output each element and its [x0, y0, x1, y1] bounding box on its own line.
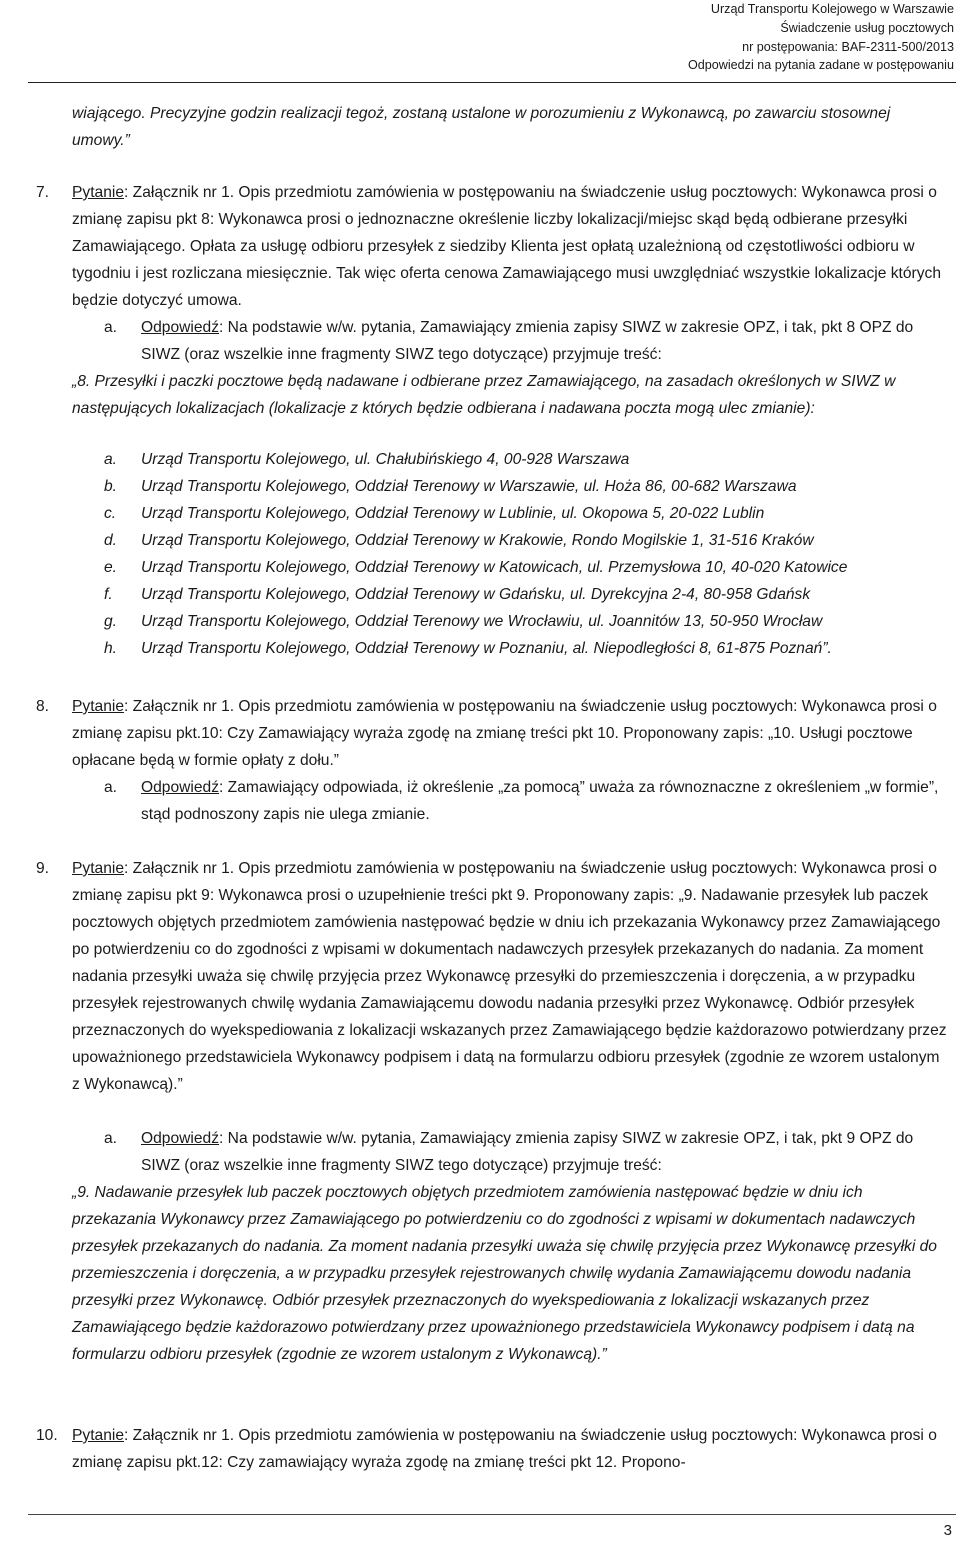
location-letter: f.	[104, 586, 113, 603]
header-divider	[28, 82, 956, 83]
location-item: Urząd Transportu Kolejowego, Oddział Terenowy w Lublinie, ul. Okopowa 5, 20-022 Lublin	[141, 505, 765, 522]
location-letter: d.	[104, 532, 118, 549]
question-9-label: Pytanie	[72, 860, 125, 877]
answer-8-letter: a.	[104, 779, 118, 796]
footer-divider	[28, 1514, 956, 1515]
answer-9-letter: a.	[104, 1130, 118, 1147]
question-10-number: 10.	[36, 1427, 58, 1444]
answer-7-label: Odpowiedź	[141, 319, 220, 336]
intro-continuation: wiającego. Precyzyjne godzin realizacji tegoż, zostaną ustalone w porozumieniu z Wykonawcą, po zawarciu stosownej umowy.”	[72, 105, 891, 149]
answer-9-text: : Na podstawie w/w. pytania, Zamawiający zmienia zapisy SIWZ w zakresie OPZ, i tak, pkt 9 OPZ do SIWZ (oraz wszelkie inne fragmenty SIWZ tego dotyczące) przyjmuje treść:	[141, 1130, 914, 1174]
answer-7-quote: „8. Przesyłki i paczki pocztowe będą nadawane i odbierane przez Zamawiającego, na zasadach określonych w SIWZ w następujących lokalizacjach (lokalizacje z których będzie odbierana i nadawana poczta mogą ulec zmianie):	[72, 373, 896, 417]
question-10-text: : Załącznik nr 1. Opis przedmiotu zamówienia w postępowaniu na świadczenie usług pocztowych: Wykonawca prosi o zmianę zapisu pkt.12: Czy zamawiający wyraża zgodę na zmianę treści pkt 12. Propono-	[72, 1427, 937, 1471]
question-9-number: 9.	[36, 860, 50, 877]
location-letter: a.	[104, 451, 118, 468]
question-7	[72, 179, 948, 314]
page-number: 3	[943, 1522, 952, 1539]
location-item: Urząd Transportu Kolejowego, Oddział Terenowy w Poznaniu, al. Niepodległości 8, 61-875 Poznań”.	[141, 640, 832, 657]
question-9	[72, 855, 948, 1098]
answer-8-text: : Zamawiający odpowiada, iż określenie „za pomocą” uważa za równoznaczne z określeniem „w formie”, stąd podnoszony zapis nie ulega zmianie.	[141, 779, 939, 823]
location-item: Urząd Transportu Kolejowego, Oddział Terenowy w Krakowie, Rondo Mogilskie 1, 31-516 Kraków	[141, 532, 814, 549]
location-item: Urząd Transportu Kolejowego, Oddział Terenowy w Gdańsku, ul. Dyrekcyjna 2-4, 80-958 Gdańsk	[141, 586, 811, 603]
answer-7	[141, 314, 948, 368]
answer-7-letter: a.	[104, 319, 118, 336]
location-letter: c.	[104, 505, 117, 522]
question-7-number: 7.	[36, 184, 50, 201]
location-item: Urząd Transportu Kolejowego, ul. Chałubińskiego 4, 00-928 Warszawa	[141, 451, 630, 468]
location-letter: b.	[104, 478, 118, 495]
question-8-label: Pytanie	[72, 698, 125, 715]
location-item: Urząd Transportu Kolejowego, Oddział Terenowy w Warszawie, ul. Hoża 86, 00-682 Warszawa	[141, 478, 797, 495]
location-item: Urząd Transportu Kolejowego, Oddział Terenowy w Katowicach, ul. Przemysłowa 10, 40-020 Katowice	[141, 559, 848, 576]
location-letter: h.	[104, 640, 118, 657]
header-institution: Urząd Transportu Kolejowego w Warszawie	[710, 2, 954, 16]
answer-9	[141, 1125, 948, 1179]
answer-9-quote: „9. Nadawanie przesyłek lub paczek pocztowych objętych przedmiotem zamówienia następować będzie w dniu ich przekazania Wykonawcy przez Zamawiającego po potwierdzeniu co do zgodności z wpisami w dokumentach nadawczych przesyłek przekazanych do nadania. Za moment nadania przesyłki uważa się chwilę przyjęcia przez Wykonawcę przesyłki do przemieszczenia i doręczenia, a w przypadku przesyłek rejestrowanych chwilę wydania Zamawiającemu dowodu nadania przesyłki przez Wykonawcę. Odbiór przesyłek przeznaczonych do wyekspediowania z lokalizacji wskazanych przez Zamawiającego będzie każdorazowo potwierdzany przez upoważnionego przedstawiciela Wykonawcy podpisem i datą na formularzu odbioru przesyłek (zgodnie ze wzorem ustalonym z Wykonawcą).”	[72, 1184, 937, 1363]
location-letter: e.	[104, 559, 118, 576]
answer-9-label: Odpowiedź	[141, 1130, 220, 1147]
location-letter: g.	[104, 613, 118, 630]
question-8	[72, 693, 948, 774]
question-7-label: Pytanie	[72, 184, 125, 201]
question-8-text: : Załącznik nr 1. Opis przedmiotu zamówienia w postępowaniu na świadczenie usług pocztowych: Wykonawca prosi o zmianę zapisu pkt.10: Czy Zamawiający wyraża zgodę na zmianę treści pkt 10. Proponowany zapis: „10. Usługi pocztowe opłacane będą w formie opłaty z dołu.”	[72, 698, 937, 769]
document-header	[688, 0, 954, 75]
header-case-number: nr postępowania: BAF-2311-500/2013	[742, 39, 954, 54]
header-subject: Świadczenie usług pocztowych	[780, 20, 954, 35]
question-10-label: Pytanie	[72, 1427, 125, 1444]
question-8-number: 8.	[36, 698, 50, 715]
answer-8-label: Odpowiedź	[141, 779, 220, 796]
answer-8	[141, 774, 948, 828]
question-7-text: : Załącznik nr 1. Opis przedmiotu zamówienia w postępowaniu na świadczenie usług pocztowych: Wykonawca prosi o zmianę zapisu pkt 8: Wykonawca prosi o jednoznaczne określenie liczby lokalizacji/miejsc skąd będą odbierane przesyłki Zamawiającego. Opłata za usługę odbioru przesyłek z siedziby Klienta jest opłatą uzależnioną od częstotliwości odbioru w tygodniu i jest rozliczana miesięcznie. Tak więc oferta cenowa Zamawiającego musi uwzględniać wszystkie lokalizacje których będzie dotyczyć umowa.	[72, 184, 942, 309]
question-10	[72, 1422, 948, 1476]
header-doc-title: Odpowiedzi na pytania zadane w postępowaniu	[687, 58, 954, 73]
question-9-text: : Załącznik nr 1. Opis przedmiotu zamówienia w postępowaniu na świadczenie usług pocztowych: Wykonawca prosi o zmianę zapisu pkt 9: Wykonawca prosi o uzupełnienie treści pkt 9. Proponowany zapis: „9. Nadawanie przesyłek lub paczek pocztowych objętych przedmiotem zamówienia następować będzie w dniu ich przekazania Wykonawcy przez Zamawiającego po potwierdzeniu co do zgodności z wpisami w dokumentach nadawczych przesyłek przekazanych do nadania. Za moment nadania przesyłki uważa się chwilę przyjęcia przez Wykonawcę przesyłki do przemieszczenia i doręczenia, a w przypadku przesyłek rejestrowanych chwilę wydania Zamawiającemu dowodu nadania przesyłki przez Wykonawcę. Odbiór przesyłek przeznaczonych do wyekspediowania z lokalizacji wskazanych przez Zamawiającego będzie każdorazowo potwierdzany przez upoważnionego przedstawiciela Wykonawcy podpisem i datą na formularzu odbioru przesyłek (zgodnie ze wzorem ustalonym z Wykonawcą).”	[72, 860, 947, 1093]
location-item: Urząd Transportu Kolejowego, Oddział Terenowy we Wrocławiu, ul. Joannitów 13, 50-950 Wrocław	[141, 613, 823, 630]
answer-7-text: : Na podstawie w/w. pytania, Zamawiający zmienia zapisy SIWZ w zakresie OPZ, i tak, pkt 8 OPZ do SIWZ (oraz wszelkie inne fragmenty SIWZ tego dotyczące) przyjmuje treść:	[141, 319, 914, 363]
